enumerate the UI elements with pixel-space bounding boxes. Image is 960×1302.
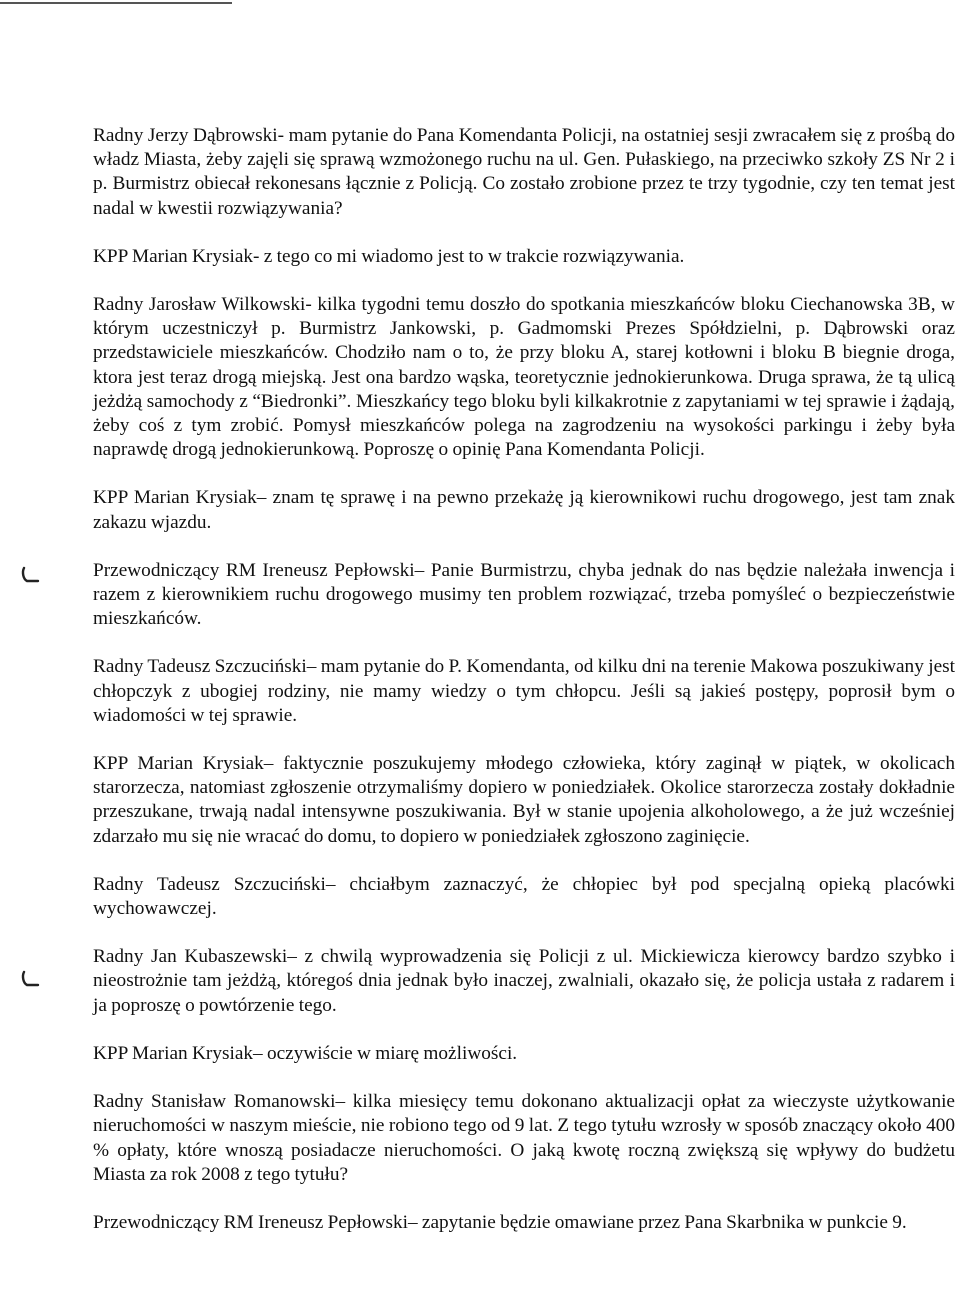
paragraph: Radny Jerzy Dąbrowski- mam pytanie do Pana Komendanta Policji, na ostatniej sesji zwracałem się z prośbą do władz Miasta, żeby zajęli się sprawą wzmożonego ruchu na ul. Gen. Pułaskiego, na przeciwko szkoły ZS Nr 2 i p. Burmistrz obiecał rekonesans łącznie z Policją. Co zostało zrobione przez te trzy tygodnie, czy ten temat jest nadal w kwestii rozwiązywania? — [93, 125, 955, 219]
top-rule — [0, 2, 232, 4]
paragraph: Radny Jarosław Wilkowski- kilka tygodni temu doszło do spotkania mieszkańców bloku Ciechanowska 3B, w którym uczestniczył p. Burmistrz Jankowski, p. Gadmomski Prezes Spółdzielni, p. Dąbrowski oraz przedstawiciele mieszkańców. Chodziło nam o to, że przy bloku A, starej kotłowni i bloku B biegnie droga, ktora jest teraz drogą miejską. Jest ona bardzo wąska, teoretycznie jednokierunkowa. Druga sprawa, że tą ulicą jeżdżą samochody z “Biedronki”. Mieszkańcy tego bloku byli kilkakrotnie z zapytaniami w tej sprawie i żądają, żeby coś z tym zrobić. Pomysł mieszkańców polega na zagrodzeniu na wysokości parkingu i żeby była naprawdę drogą jednokierunkową. Poproszę o opinię Pana Komendanta Policji. — [93, 294, 955, 461]
paragraph: Przewodniczący RM Ireneusz Pepłowski– zapytanie będzie omawiane przez Pana Skarbnika w punkcie 9. — [93, 1211, 907, 1233]
paragraph: Przewodniczący RM Ireneusz Pepłowski– Panie Burmistrzu, chyba jednak do nas będzie należała inwencja i razem z kierownikiem ruchu drogowego musimy ten problem rozwiązać, trzeba pomyśleć o bezpieczeństwie mieszkańców. — [93, 559, 955, 630]
handwritten-bracket-icon — [20, 566, 42, 584]
paragraph: KPP Marian Krysiak– znam tę sprawę i na pewno przekażę ją kierownikowi ruchu drogowego, jest tam znak zakazu wjazdu. — [93, 487, 955, 533]
paragraph: Radny Tadeusz Szczuciński– mam pytanie do P. Komendanta, od kilku dni na terenie Makowa poszukiwany jest chłopczyk z ubogiej rodziny, nie mamy wiedzy o tym chłopcu. Jeśli są jakieś postępy, poprosił bym o wiadomości w tej sprawie. — [93, 656, 955, 726]
handwritten-bracket-icon — [20, 970, 42, 988]
document-body — [93, 124, 955, 1259]
paragraph: Radny Tadeusz Szczuciński– chciałbym zaznaczyć, że chłopiec był pod specjalną opieką placówki wychowawczej. — [93, 873, 955, 920]
paragraph: Radny Stanisław Romanowski– kilka miesięcy temu dokonano aktualizacji opłat za wieczyste użytkowanie nieruchomości w naszym mieście, nie robiono tego od 9 lat. Z tego tytułu wzrosły w sposób znaczący około 400 % opłaty, które wnoszą posiadacze nieruchomości. O jaką kwotę roczną zwiększą się wpływy do budżetu Miasta za rok 2008 z tego tytułu? — [93, 1091, 955, 1185]
paragraph: KPP Marian Krysiak– faktycznie poszukujemy młodego człowieka, który zaginął w piątek, w okolicach starorzecza, natomiast zgłoszenie otrzymaliśmy dopiero w poniedziałek. Okolice starorzecza zostały dokładnie przeszukane, trwają nadal intensywne poszukiwania. Był w stanie upojenia alkoholowego, a że już wcześniej zdarzało mu się nie wracać do domu, to dopiero w poniedziałek zgłoszono zaginięcie. — [93, 753, 955, 847]
paragraph: Radny Jan Kubaszewski– z chwilą wyprowadzenia się Policji z ul. Mickiewicza kierowcy bardzo szybko i nieostrożnie tam jeżdżą, któregoś dnia jednak było inaczej, zwalniali, okazało się, że policja ustała z radarem i ja poproszę o powtórzenie tego. — [93, 946, 955, 1016]
paragraph: KPP Marian Krysiak– oczywiście w miarę możliwości. — [93, 1042, 518, 1064]
paragraph: KPP Marian Krysiak- z tego co mi wiadomo jest to w trakcie rozwiązywania. — [93, 245, 685, 267]
